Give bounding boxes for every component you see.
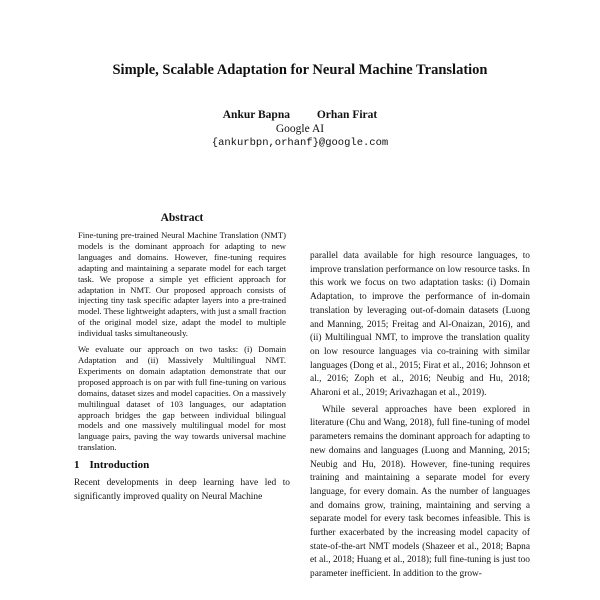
section-number: 1 [74, 459, 80, 472]
section-title: Introduction [89, 459, 150, 472]
author-block [0, 108, 600, 150]
affiliation: Google AI [275, 123, 325, 135]
abstract-paragraph: Fine-tuning pre-trained Neural Machine Translation (NMT) models is the dominant approach for adapting to new languages and domains. However, fine-tuning requires adapting and maintaining a separate model for each target task. We propose a simple yet efficient approach for adaptation in NMT. Our proposed approach consists of injecting tiny task specific adapter layers into a pre-trained model. These lightweight adapters, with just a small fraction of the original model size, adapt the model to multiple individual tasks simultaneously. [78, 230, 286, 339]
intro-paragraph: While several approaches have been explored in literature (Chu and Wang, 2018), full fine-tuning of model parameters remains the dominant approach for adapting to new domains and languages (Luong and Manning, 2015; Neubig and Hu, 2018). However, fine-tuning requires training and maintaining a separate model for every language, for every domain. As the number of languages and domains grow, training, maintaining and serving a separate model for every task becomes infeasible. This is further exacerbated by the increasing model capacity of state-of-the-art NMT models (Shazeer et al., 2018; Bapna et al., 2018; Huang et al., 2018); full fine-tuning is just too parameter inefficient. In addition to the grow- [310, 404, 530, 580]
abstract-paragraph: We evaluate our approach on two tasks: (i) Domain Adaptation and (ii) Massively Multilingual NMT. Experiments on domain adaptation demonstrate that our proposed approach is on par with full fine-tuning on various domains, dataset sizes and model capacities. On a massively multilingual dataset of 103 languages, our adaptation approach bridges the gap between individual bilingual models and one massively multilingual model for most language pairs, paving the way towards universal machine translation. [78, 344, 286, 453]
section-heading [74, 459, 290, 471]
author-names [0, 108, 600, 122]
abstract-heading: Abstract [160, 212, 204, 224]
left-column [74, 212, 290, 508]
author-name: Ankur Bapna [222, 109, 290, 121]
intro-paragraph: Recent developments in deep learning have led to significantly improved quality on Neural Machine [74, 478, 290, 502]
paper-title: Simple, Scalable Adaptation for Neural Machine Translation [112, 62, 488, 78]
author-name: Orhan Firat [316, 109, 378, 121]
intro-paragraph-continued: parallel data available for high resource languages, to improve translation performance on low resource tasks. In this work we focus on two adaptation tasks: (i) Domain Adaptation, to improve the performance of in-domain translation by leveraging out-of-domain datasets (Luong and Manning, 2015; Freitag and Al-Onaizan, 2016), and (ii) Multilingual NMT, to improve the translation quality on low resource languages via co-training with similar languages (Dong et al., 2015; Firat et al., 2016; Johnson et al., 2016; Zoph et al., 2016; Neubig and Hu, 2018; Aharoni et al., 2019; Arivazhagan et al., 2019). [310, 251, 530, 399]
author-email: {ankurbpn,orhanf}@google.com [211, 137, 389, 149]
right-column [310, 250, 530, 585]
